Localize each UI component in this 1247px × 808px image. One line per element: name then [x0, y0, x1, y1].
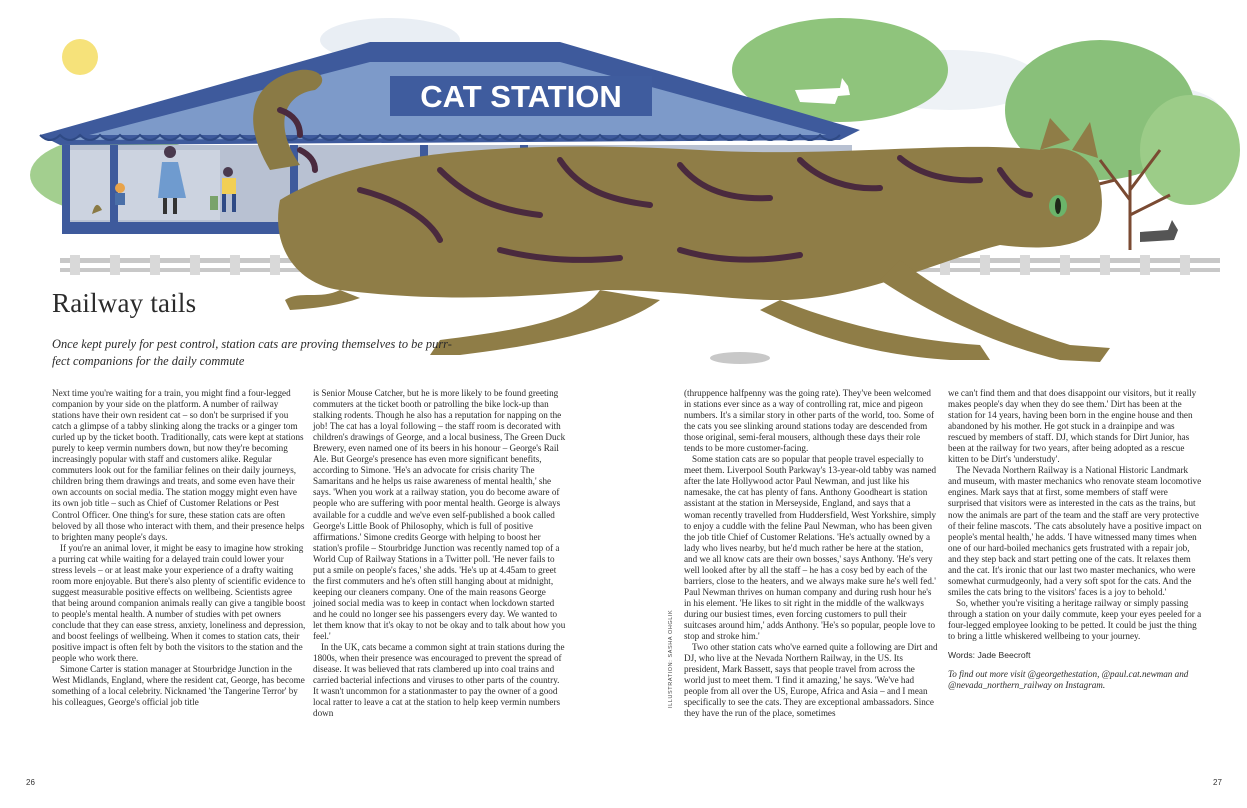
article-standfirst: Once kept purely for pest control, station cats are proving themselves to be purr-fect companions for the daily commute: [52, 337, 452, 368]
grey-cat-icon: [1140, 220, 1178, 242]
station-sign-text: CAT STATION: [420, 79, 622, 114]
paragraph: If you're an animal lover, it might be easy to imagine how stroking a purring cat while waiting for a delayed train could lower your stress levels – or at least make your experience of a drafty waiting room more enjoyable. But there's also plenty of scientific evidence to suggest measurable positive effects on wellbeing. Scientists agree that being around companion animals really can give a tangible boost to people's mental health. A number of studies with pet owners conclude that they can ease stress, anxiety, loneliness and depression, and boost feelings of wellbeing. When it comes to station cats, their positive impact is often felt by both the visitors to the station and the people who work there.: [52, 542, 306, 664]
paragraph: (thruppence halfpenny was the going rate). They've been welcomed in stations ever since as a way of controlling rat, mice and pigeon numbers. It's a similar story in other parts of the world, too. Some of the cats you see slinking around stations today are descended from those original, semi-feral mousers, although these days their role tends to be more customer-facing.: [684, 388, 935, 454]
paragraph: Simone Carter is station manager at Stourbridge Junction in the West Midlands, England, where the resident cat, George, has become something of a local celebrity. Nicknamed 'the Tangerine Terror' by his colleagues, George's official job title: [52, 664, 305, 708]
paragraph: The Nevada Northern Railway is a National Historic Landmark and museum, with master mechanics who renovate steam locomotive engines. Mark says that at first, some members of staff were surprised that visitors were as interested in the cats as the trains, but now the animals are part of the team and the staff are very protective of their feline mascots. 'The cats absolutely have a positive impact on people's mental health,' he adds. 'I have witnessed many times when one of our hard-boiled mechanics gets frustrated with a repair job, and they step back and start petting one of the cats. It relaxes them and the cat. It's ironic that our last two master mechanics, who were somewhat curmudgeonly, had a very soft spot for the cats. And the smiles the cats bring to the visitors' faces is a joy to behold.': [948, 465, 1202, 597]
paragraph: Two other station cats who've earned quite a following are Dirt and DJ, who live at the Nevada Northern Railway, in the US. Its president, Mark Bassett, says that people travel from across the world just to meet them. 'I find it amazing,' he says. 'We've had people from all over the US, Europe, Africa and Asia – and I mean specifically to see the cats. They are exceptional ambassadors. Since they have the run of the place, sometimes: [684, 642, 938, 719]
paragraph: In the UK, cats became a common sight at train stations during the 1800s, when their presence was encouraged to prevent the spread of disease. It was believed that rats clambered up into coal trains and carried bacterial infections and viruses to other parts of the country. It wasn't uncommon for a stationmaster to pay the owner of a good local ratter to leave a cat at the station to help keep vermin numbers down: [313, 642, 565, 719]
body-column-4: [948, 388, 1202, 691]
illustrator-credit: ILLUSTRATION: SASHA OHGLIK: [668, 609, 674, 708]
author-credit: Words: Jade Beecroft: [948, 650, 1031, 661]
body-column-2: [313, 388, 567, 719]
body-column-1: [52, 388, 306, 708]
page-number-right: 27: [1213, 778, 1222, 787]
paragraph: Next time you're waiting for a train, you might find a four-legged companion by your side on the platform. A number of railway stations have their own resident cat – so don't be surprised if you catch a glimpse of a tabby slinking along the tracks or a ginger tom curled up by the ticket booth. Traditionally, cats were kept at stations purely to keep vermin numbers down, but now they're becoming increasingly popular with staff and customers alike. Regular commuters look out for the familiar felines on their daily journeys, children bring them drawings and treats, and some even have their own accounts on social media. The station moggy might even have its own job title – such as Chief of Customer Relations or Pest Control Officer. One thing's for sure, these station cats are often beloved by all those who interact with them, and their presence helps to brighten many people's days.: [52, 388, 305, 542]
article-headline: Railway tails: [52, 288, 197, 318]
body-column-3: [684, 388, 938, 719]
page-number-left: 26: [26, 778, 35, 787]
paragraph: So, whether you're visiting a heritage railway or simply passing through a station on your daily commute, keep your eyes peeled for a four-legged employee looking to be petted. It could be just the thing to bring a little whiskered wellbeing to your journey.: [948, 597, 1202, 642]
paragraph: we can't find them and that does disappoint our visitors, but it really makes people's day when they do see them.' Dirt has been at the station for 14 years, having been born in the engine house and then abandoned by his mother. He got stuck in a drainpipe and was rescued by members of staff. DJ, which stands for Dirt Junior, has been at the railway for two years, after being adopted as a rescue kitten to be Dirt's 'understudy'.: [948, 388, 1197, 465]
social-links-note: To find out more visit @georgethestation, @paul.cat.newman and @nevada_northern_railway on Instagram.: [948, 669, 1189, 691]
cat-station-illustration: [0, 0, 1247, 380]
paragraph: is Senior Mouse Catcher, but he is more likely to be found greeting commuters at the ticket booth or patrolling the bike lock-up than stalking rodents. Though he also has a reputation for napping on the job! The cat has a loyal following – the staff room is decorated with children's drawings of George, and a local business, The Green Duck Brewery, even named one of its beers in his honour – George's Rail Ale. But George's presence has even more significant benefits, according to Simone. 'He's an advocate for crisis charity The Samaritans and he helps us raise awareness of mental health,' she says. 'When you work at a railway station, you do become aware of people who are suffering with poor mental health. George is always available for a cuddle and we've even self-published a book called George's Little Book of Philosophy, which is full of positive affirmations.' Simone credits George with helping to boost her station's profile – Stourbridge Junction was recently named top of a World Cup of Railway Stations in a Twitter poll. 'He never fails to put a smile on people's faces,' she adds. 'He's up at 4.45am to greet the first commuters and he's often still hanging about at midnight, keeping our cleaners company. One of the main reasons George joined social media was to keep in contact when lockdown started and he could no longer see his passengers every day. We wanted to let them know that it's okay to not be okay and to talk about how you feel.': [313, 388, 566, 642]
paragraph: Some station cats are so popular that people travel especially to meet them. Liverpool South Parkway's 13-year-old tabby was named after the late Hollywood actor Paul Newman, and just like his namesake, the cat has plenty of fans. Anthony Goodheart is station assistant at the station in Merseyside, England, and says that a woman recently travelled from Huddersfield, West Yorkshire, simply to enjoy a cuddle with the feline Paul Newman, who has been given the job title Chief of Customer Relations. 'He's actually owned by a lady who lives nearby, but he'd much rather be here at the station, and we all know cats are their own bosses,' says Anthony. 'He's very well looked after by all the staff – he has a cosy bed by each of the barriers, close to the heaters, and we always make sure he's well fed.' Paul Newman thrives on human company and during rush hour he's in his element. 'He likes to sit right in the middle of the walkways during our busiest times, even forcing customers to pull their suitcases around him,' adds Anthony. 'He's so popular, people love to stop and stroke him.': [684, 454, 937, 642]
sun-icon: [62, 39, 98, 75]
